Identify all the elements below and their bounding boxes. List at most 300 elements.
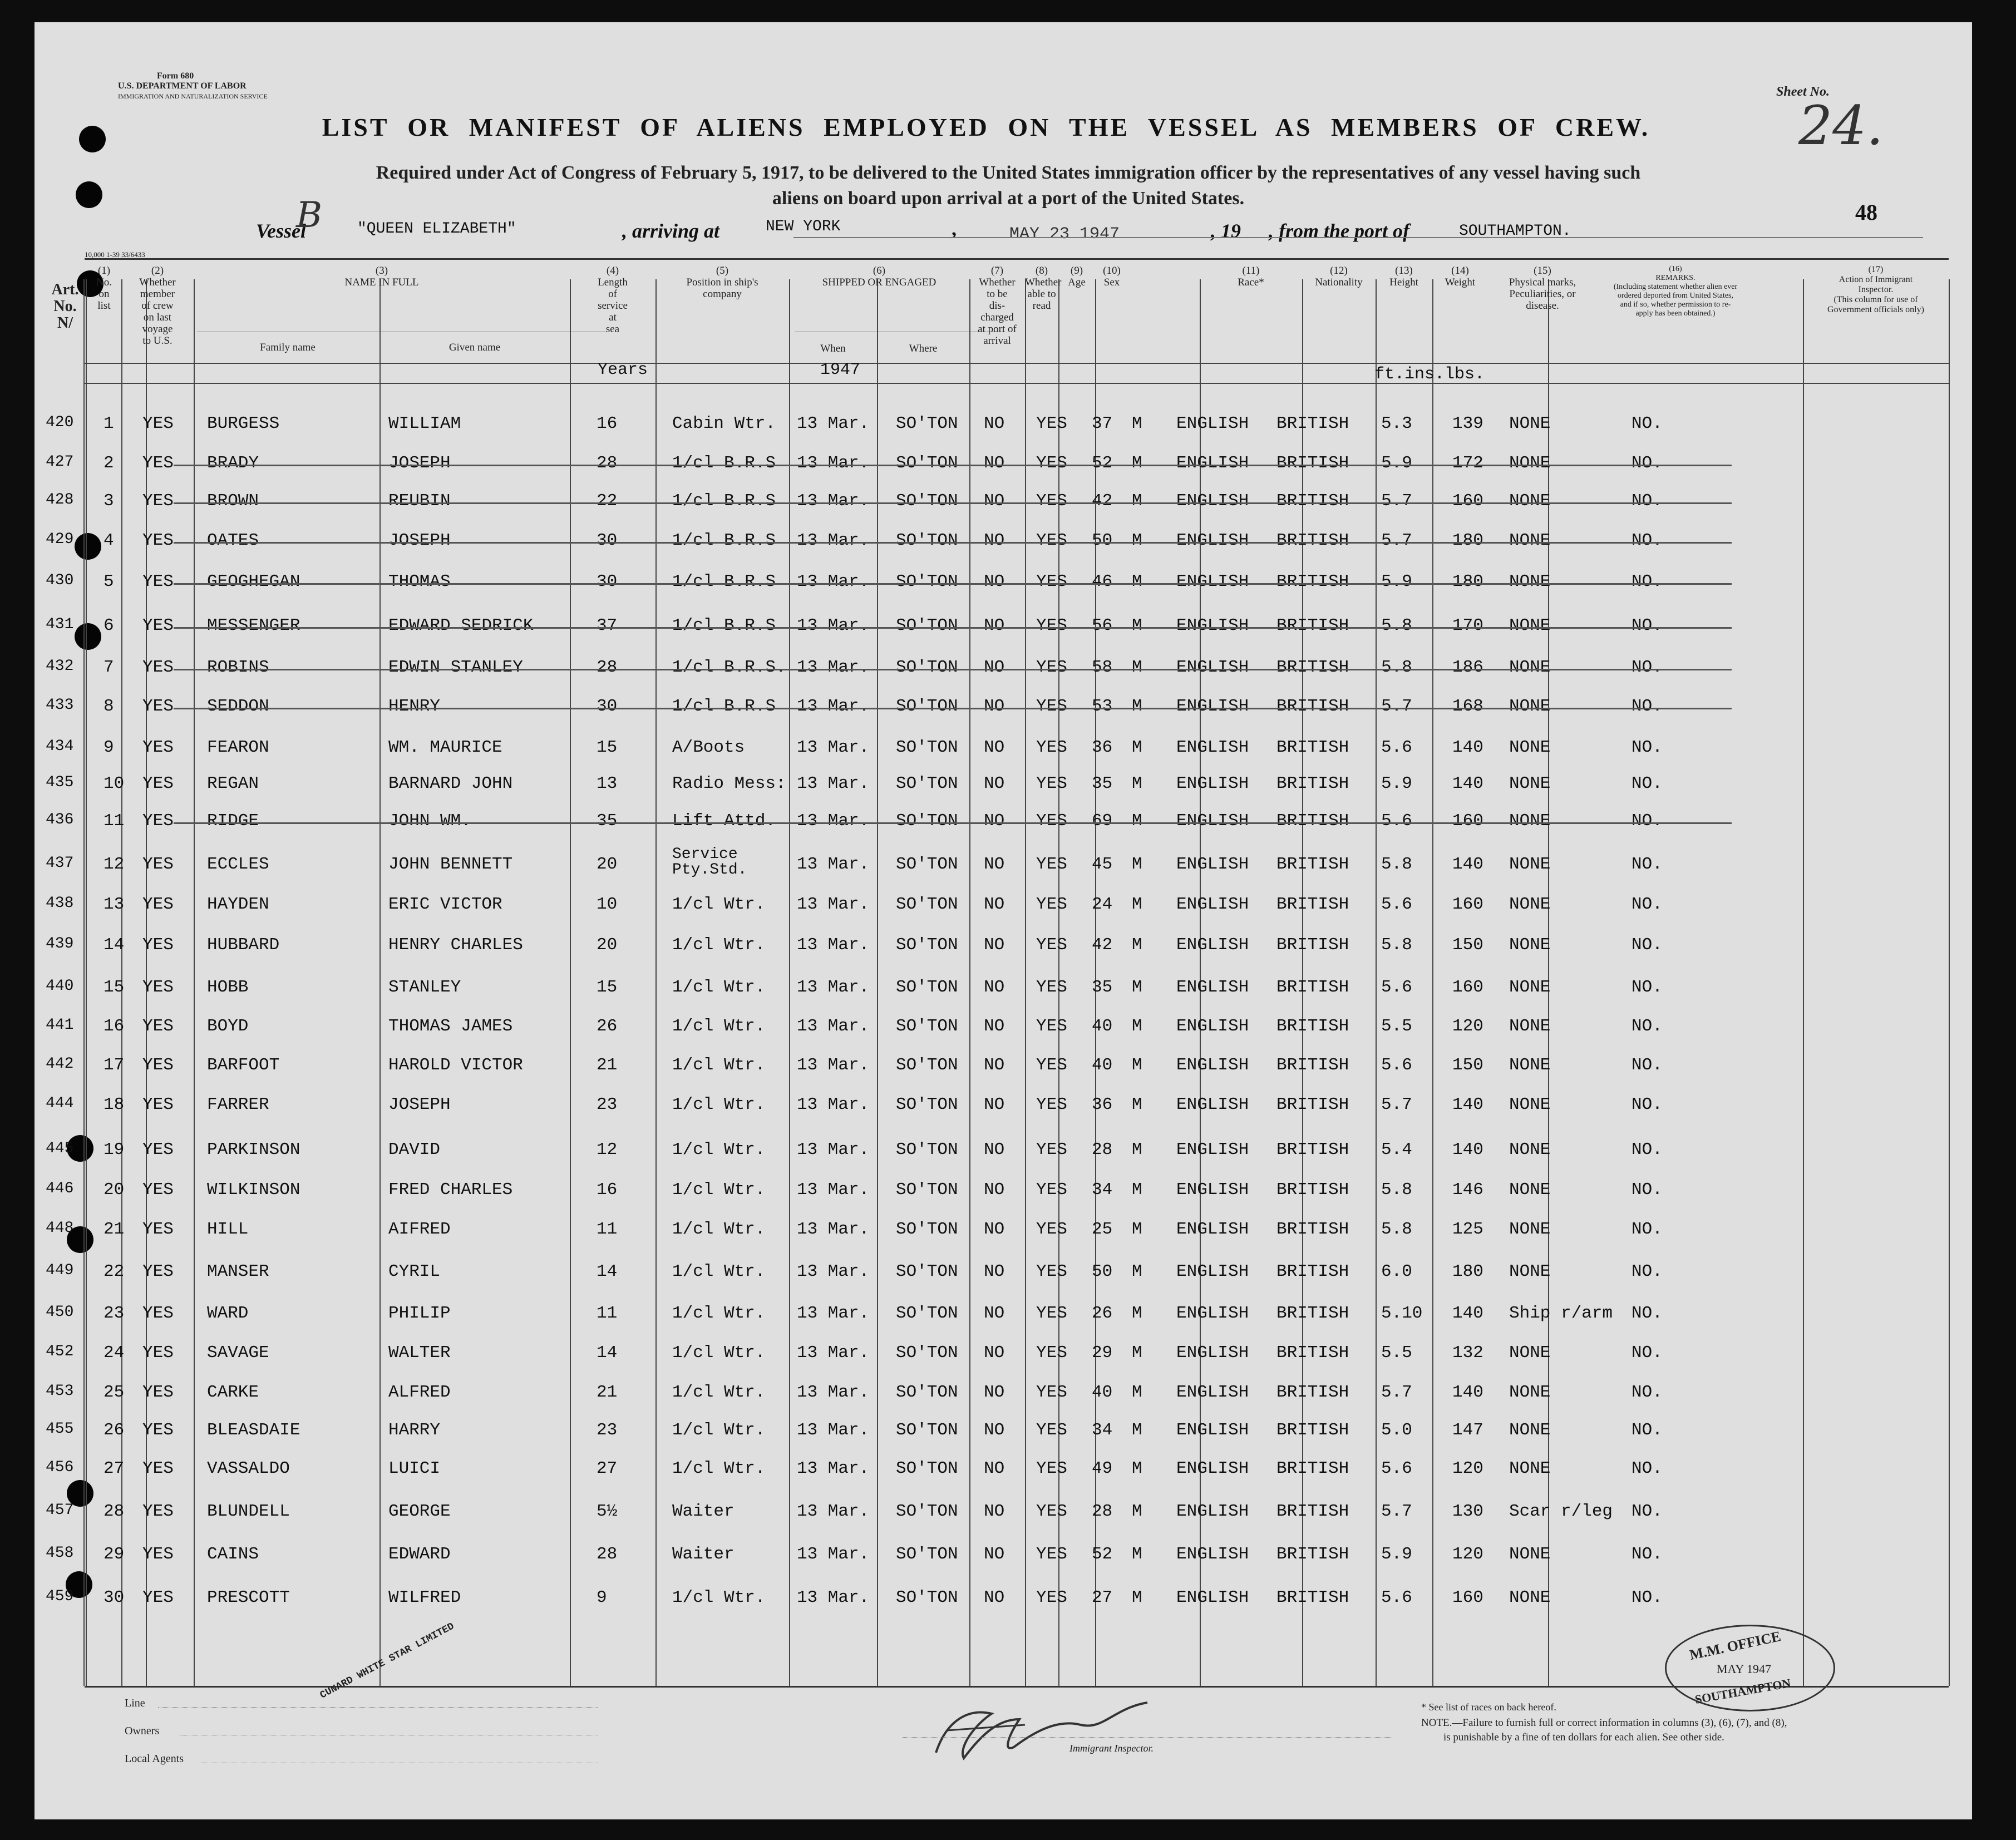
cell-age: 37 xyxy=(1092,414,1113,433)
office-stamp xyxy=(1665,1625,1835,1711)
cell-able-to-read: YES xyxy=(1036,1459,1067,1478)
cell-nationality: BRITISH xyxy=(1276,1383,1349,1402)
cell-sex: M xyxy=(1132,1343,1142,1363)
col-given-name-header: Given name xyxy=(448,342,501,353)
service: IMMIGRATION AND NATURALIZATION SERVICE xyxy=(118,92,268,100)
page-number: 48 xyxy=(1855,200,1877,225)
cell-discharge: NO xyxy=(984,1017,1005,1036)
cell-shipped-where: SO'TON xyxy=(896,453,958,473)
cell-able-to-read: YES xyxy=(1036,414,1067,433)
cell-remarks: NO. xyxy=(1631,414,1663,433)
cell-age: 29 xyxy=(1092,1343,1113,1363)
cell-art-number: 440 xyxy=(46,978,74,995)
vessel-mark: B xyxy=(296,195,323,236)
cell-height: 5.5 xyxy=(1381,1017,1412,1036)
cell-sex: M xyxy=(1132,1180,1142,1200)
cell-nationality: BRITISH xyxy=(1276,697,1349,716)
cell-art-number: 434 xyxy=(46,738,74,755)
cell-physical-marks: NONE xyxy=(1509,1180,1551,1200)
cell-given-name: CYRIL xyxy=(388,1262,441,1281)
cell-nationality: BRITISH xyxy=(1276,531,1349,550)
cell-physical-marks: NONE xyxy=(1509,738,1551,757)
cell-shipped-where: SO'TON xyxy=(896,697,958,716)
cell-remarks: NO. xyxy=(1631,738,1663,757)
cell-weight: 147 xyxy=(1452,1420,1483,1440)
cell-race: ENGLISH xyxy=(1176,414,1249,433)
cell-list-number: 15 xyxy=(103,978,125,997)
cell-nationality: BRITISH xyxy=(1276,1343,1349,1363)
cell-crew-last-voyage: YES xyxy=(142,616,174,635)
cell-crew-last-voyage: YES xyxy=(142,572,174,591)
cell-remarks: NO. xyxy=(1631,1420,1663,1440)
cell-physical-marks: NONE xyxy=(1509,1262,1551,1281)
cell-service-length: 16 xyxy=(597,1180,618,1200)
col-when-header: When xyxy=(820,343,846,354)
cell-weight: 140 xyxy=(1452,855,1483,874)
cell-remarks: NO. xyxy=(1631,1220,1663,1239)
cell-able-to-read: YES xyxy=(1036,658,1067,677)
cell-able-to-read: YES xyxy=(1036,1588,1067,1607)
cell-able-to-read: YES xyxy=(1036,1502,1067,1521)
cell-height: 5.3 xyxy=(1381,414,1412,433)
cell-height: 5.6 xyxy=(1381,895,1412,914)
cell-discharge: NO xyxy=(984,935,1005,955)
arrival-date-stamp: MAY 23 1947 xyxy=(1009,225,1120,244)
cell-family-name: MESSENGER xyxy=(207,616,300,635)
cell-discharge: NO xyxy=(984,658,1005,677)
cell-position: 1/cl Wtr. xyxy=(672,1220,766,1239)
cell-service-length: 35 xyxy=(597,811,618,831)
cell-position: Cabin Wtr. xyxy=(672,414,776,433)
cell-crew-last-voyage: YES xyxy=(142,697,174,716)
cell-art-number: 432 xyxy=(46,658,74,675)
cell-crew-last-voyage: YES xyxy=(142,738,174,757)
cell-remarks: NO. xyxy=(1631,978,1663,997)
cell-service-length: 5½ xyxy=(597,1502,618,1521)
cell-family-name: BRADY xyxy=(207,453,259,473)
cell-shipped-when: 13 Mar. xyxy=(797,1502,870,1521)
cell-able-to-read: YES xyxy=(1036,1220,1067,1239)
cell-age: 50 xyxy=(1092,531,1113,550)
cell-list-number: 6 xyxy=(103,616,114,635)
cell-age: 52 xyxy=(1092,453,1113,473)
cell-family-name: ECCLES xyxy=(207,855,269,874)
cell-age: 46 xyxy=(1092,572,1113,591)
col-family-name-header: Family name xyxy=(260,342,316,353)
cell-crew-last-voyage: YES xyxy=(142,1459,174,1478)
cell-height: 5.7 xyxy=(1381,1383,1412,1402)
cell-weight: 180 xyxy=(1452,572,1483,591)
cell-shipped-where: SO'TON xyxy=(896,811,958,831)
cell-discharge: NO xyxy=(984,1262,1005,1281)
cell-sex: M xyxy=(1132,895,1142,914)
cell-remarks: NO. xyxy=(1631,453,1663,473)
cell-nationality: BRITISH xyxy=(1276,978,1349,997)
sheet-label: Sheet No. xyxy=(1776,85,1830,99)
cell-discharge: NO xyxy=(984,1545,1005,1564)
cell-list-number: 27 xyxy=(103,1459,125,1478)
cell-service-length: 26 xyxy=(597,1017,618,1036)
cell-shipped-when: 13 Mar. xyxy=(797,1545,870,1564)
cell-service-length: 9 xyxy=(597,1588,607,1607)
cell-nationality: BRITISH xyxy=(1276,616,1349,635)
cell-family-name: PRESCOTT xyxy=(207,1588,290,1607)
cell-list-number: 4 xyxy=(103,531,114,550)
cell-crew-last-voyage: YES xyxy=(142,1545,174,1564)
cell-sex: M xyxy=(1132,1304,1142,1323)
cell-shipped-where: SO'TON xyxy=(896,1140,958,1160)
cell-family-name: BLEASDAIE xyxy=(207,1420,300,1440)
cell-remarks: NO. xyxy=(1631,1383,1663,1402)
cell-shipped-where: SO'TON xyxy=(896,1420,958,1440)
shipped-year: 1947 xyxy=(820,361,861,379)
cell-service-length: 30 xyxy=(597,531,618,550)
cell-race: ENGLISH xyxy=(1176,1545,1249,1564)
cell-race: ENGLISH xyxy=(1176,697,1249,716)
cell-art-number: 450 xyxy=(46,1304,74,1321)
cell-height: 5.7 xyxy=(1381,531,1412,550)
cell-family-name: VASSALDO xyxy=(207,1459,290,1478)
cell-list-number: 12 xyxy=(103,855,125,874)
col-where-header: Where xyxy=(909,343,938,354)
cell-race: ENGLISH xyxy=(1176,1383,1249,1402)
cell-shipped-where: SO'TON xyxy=(896,572,958,591)
owners-label: Owners xyxy=(125,1725,160,1737)
cell-art-number: 439 xyxy=(46,935,74,953)
cell-remarks: NO. xyxy=(1631,697,1663,716)
col-height-header: (13) Height xyxy=(1389,265,1418,288)
cell-physical-marks: NONE xyxy=(1509,1017,1551,1036)
note-line-2: is punishable by a fine of ten dollars for each alien. See other side. xyxy=(1443,1732,1724,1743)
cell-able-to-read: YES xyxy=(1036,1055,1067,1075)
cell-sex: M xyxy=(1132,1055,1142,1075)
col-sex-header: (10) Sex xyxy=(1103,265,1121,288)
cell-race: ENGLISH xyxy=(1176,1095,1249,1114)
cell-crew-last-voyage: YES xyxy=(142,1140,174,1160)
cell-able-to-read: YES xyxy=(1036,1017,1067,1036)
cell-physical-marks: NONE xyxy=(1509,1095,1551,1114)
cell-discharge: NO xyxy=(984,855,1005,874)
col-weight-header: (14) Weight xyxy=(1445,265,1476,288)
cell-race: ENGLISH xyxy=(1176,1588,1249,1607)
cell-discharge: NO xyxy=(984,1220,1005,1239)
cell-physical-marks: NONE xyxy=(1509,414,1551,433)
cell-discharge: NO xyxy=(984,616,1005,635)
cell-family-name: WILKINSON xyxy=(207,1180,300,1200)
cell-family-name: CARKE xyxy=(207,1383,259,1402)
cell-art-number: 446 xyxy=(46,1180,74,1197)
cell-family-name: OATES xyxy=(207,531,259,550)
cell-age: 42 xyxy=(1092,935,1113,955)
cell-remarks: NO. xyxy=(1631,491,1663,511)
cell-shipped-when: 13 Mar. xyxy=(797,1220,870,1239)
cell-service-length: 27 xyxy=(597,1459,618,1478)
cell-able-to-read: YES xyxy=(1036,1140,1067,1160)
cell-sex: M xyxy=(1132,658,1142,677)
col-physical-marks-header: (15) Physical marks, Peculiarities, or disease. xyxy=(1509,265,1576,312)
cell-art-number: 427 xyxy=(46,453,74,471)
cell-shipped-when: 13 Mar. xyxy=(797,895,870,914)
cell-remarks: NO. xyxy=(1631,1095,1663,1114)
cell-weight: 172 xyxy=(1452,453,1483,473)
cell-art-number: 444 xyxy=(46,1095,74,1112)
vessel-label: Vessel xyxy=(256,220,306,242)
cell-shipped-when: 13 Mar. xyxy=(797,855,870,874)
cell-sex: M xyxy=(1132,978,1142,997)
page-title: LIST OR MANIFEST OF ALIENS EMPLOYED ON THE VESSEL AS MEMBERS OF CREW. xyxy=(322,113,1650,141)
note-line-1: NOTE.—Failure to furnish full or correct information in columns (3), (6), (7), and (8), xyxy=(1421,1717,1787,1729)
punch-hole xyxy=(75,533,101,560)
col-nationality-header: (12) Nationality xyxy=(1315,265,1363,288)
cell-given-name: HARRY xyxy=(388,1420,441,1440)
cell-height: 5.7 xyxy=(1381,1502,1412,1521)
cell-discharge: NO xyxy=(984,414,1005,433)
vessel-name: "QUEEN ELIZABETH" xyxy=(357,220,516,238)
cell-race: ENGLISH xyxy=(1176,738,1249,757)
cell-position: 1/cl Wtr. xyxy=(672,1055,766,1075)
cell-shipped-when: 13 Mar. xyxy=(797,531,870,550)
cell-shipped-where: SO'TON xyxy=(896,1262,958,1281)
cell-sex: M xyxy=(1132,1140,1142,1160)
cell-weight: 160 xyxy=(1452,1588,1483,1607)
cell-given-name: WM. MAURICE xyxy=(388,738,502,757)
cell-art-number: 458 xyxy=(46,1545,74,1562)
cell-crew-last-voyage: YES xyxy=(142,1262,174,1281)
col-age-header: (9) Age xyxy=(1068,265,1086,288)
cell-remarks: NO. xyxy=(1631,1140,1663,1160)
cell-age: 34 xyxy=(1092,1180,1113,1200)
cell-position: 1/cl Wtr. xyxy=(672,1095,766,1114)
cell-discharge: NO xyxy=(984,1140,1005,1160)
cell-weight: 160 xyxy=(1452,895,1483,914)
inspector-signature xyxy=(914,1686,1192,1775)
cell-nationality: BRITISH xyxy=(1276,895,1349,914)
cell-height: 5.6 xyxy=(1381,738,1412,757)
cell-list-number: 24 xyxy=(103,1343,125,1363)
cell-position: 1/cl Wtr. xyxy=(672,1588,766,1607)
cell-shipped-when: 13 Mar. xyxy=(797,1588,870,1607)
cell-able-to-read: YES xyxy=(1036,572,1067,591)
cell-crew-last-voyage: YES xyxy=(142,491,174,511)
cell-service-length: 20 xyxy=(597,935,618,955)
cell-art-number: 449 xyxy=(46,1262,74,1279)
cell-family-name: BOYD xyxy=(207,1017,249,1036)
cell-physical-marks: NONE xyxy=(1509,572,1551,591)
cell-discharge: NO xyxy=(984,491,1005,511)
cell-list-number: 9 xyxy=(103,738,114,757)
cell-given-name: EDWARD SEDRICK xyxy=(388,616,534,635)
cell-discharge: NO xyxy=(984,738,1005,757)
cell-race: ENGLISH xyxy=(1176,1502,1249,1521)
cell-weight: 160 xyxy=(1452,491,1483,511)
cell-shipped-when: 13 Mar. xyxy=(797,1017,870,1036)
cell-given-name: WALTER xyxy=(388,1343,451,1363)
cell-shipped-when: 13 Mar. xyxy=(797,1304,870,1323)
cell-race: ENGLISH xyxy=(1176,1304,1249,1323)
cell-able-to-read: YES xyxy=(1036,1545,1067,1564)
cell-family-name: SEDDON xyxy=(207,697,269,716)
cell-given-name: EDWIN STANLEY xyxy=(388,658,523,677)
cell-given-name: HAROLD VICTOR xyxy=(388,1055,523,1075)
cell-service-length: 15 xyxy=(597,738,618,757)
cell-shipped-where: SO'TON xyxy=(896,935,958,955)
cell-remarks: NO. xyxy=(1631,1588,1663,1607)
cell-remarks: NO. xyxy=(1631,1459,1663,1478)
cell-race: ENGLISH xyxy=(1176,1262,1249,1281)
cell-discharge: NO xyxy=(984,1095,1005,1114)
cell-list-number: 3 xyxy=(103,491,114,511)
cell-family-name: MANSER xyxy=(207,1262,269,1281)
cell-crew-last-voyage: YES xyxy=(142,453,174,473)
cell-weight: 186 xyxy=(1452,658,1483,677)
cell-list-number: 22 xyxy=(103,1262,125,1281)
cell-weight: 139 xyxy=(1452,414,1483,433)
cell-list-number: 17 xyxy=(103,1055,125,1075)
cell-service-length: 22 xyxy=(597,491,618,511)
cell-service-length: 37 xyxy=(597,616,618,635)
cell-physical-marks: NONE xyxy=(1509,531,1551,550)
cell-shipped-when: 13 Mar. xyxy=(797,658,870,677)
cell-art-number: 455 xyxy=(46,1420,74,1438)
cell-age: 45 xyxy=(1092,855,1113,874)
cell-age: 27 xyxy=(1092,1588,1113,1607)
cell-physical-marks: NONE xyxy=(1509,774,1551,793)
department: U.S. DEPARTMENT OF LABOR xyxy=(118,81,247,91)
cell-race: ENGLISH xyxy=(1176,616,1249,635)
cell-shipped-where: SO'TON xyxy=(896,1383,958,1402)
cell-weight: 150 xyxy=(1452,935,1483,955)
cell-able-to-read: YES xyxy=(1036,1304,1067,1323)
cell-discharge: NO xyxy=(984,1343,1005,1363)
cell-age: 69 xyxy=(1092,811,1113,831)
cell-crew-last-voyage: YES xyxy=(142,1017,174,1036)
cell-weight: 132 xyxy=(1452,1343,1483,1363)
cell-physical-marks: NONE xyxy=(1509,1588,1551,1607)
immigrant-inspector-label: Immigrant Inspector. xyxy=(1069,1743,1154,1754)
cell-given-name: BARNARD JOHN xyxy=(388,774,513,793)
cell-shipped-where: SO'TON xyxy=(896,855,958,874)
cell-crew-last-voyage: YES xyxy=(142,658,174,677)
cell-shipped-where: SO'TON xyxy=(896,1588,958,1607)
cell-shipped-when: 13 Mar. xyxy=(797,738,870,757)
cell-able-to-read: YES xyxy=(1036,1095,1067,1114)
cell-discharge: NO xyxy=(984,1304,1005,1323)
cell-height: 5.10 xyxy=(1381,1304,1423,1323)
cell-crew-last-voyage: YES xyxy=(142,414,174,433)
cell-service-length: 23 xyxy=(597,1095,618,1114)
years-unit: Years xyxy=(598,361,648,379)
cell-race: ENGLISH xyxy=(1176,1180,1249,1200)
arriving-port: NEW YORK xyxy=(766,218,841,235)
cell-service-length: 12 xyxy=(597,1140,618,1160)
cell-art-number: 441 xyxy=(46,1017,74,1034)
cell-age: 34 xyxy=(1092,1420,1113,1440)
cell-position: 1/cl B.R.S xyxy=(672,697,776,716)
cell-list-number: 10 xyxy=(103,774,125,793)
cell-nationality: BRITISH xyxy=(1276,1459,1349,1478)
cell-age: 49 xyxy=(1092,1459,1113,1478)
cell-art-number: 445 xyxy=(46,1140,74,1157)
cell-list-number: 28 xyxy=(103,1502,125,1521)
cell-race: ENGLISH xyxy=(1176,895,1249,914)
cell-shipped-where: SO'TON xyxy=(896,531,958,550)
cell-race: ENGLISH xyxy=(1176,978,1249,997)
cell-shipped-when: 13 Mar. xyxy=(797,1095,870,1114)
cell-discharge: NO xyxy=(984,531,1005,550)
cell-shipped-where: SO'TON xyxy=(896,658,958,677)
cell-height: 5.6 xyxy=(1381,811,1412,831)
cell-remarks: NO. xyxy=(1631,935,1663,955)
cell-able-to-read: YES xyxy=(1036,1343,1067,1363)
cell-family-name: WARD xyxy=(207,1304,249,1323)
cell-height: 5.6 xyxy=(1381,978,1412,997)
cell-able-to-read: YES xyxy=(1036,697,1067,716)
cell-nationality: BRITISH xyxy=(1276,1140,1349,1160)
cell-weight: 160 xyxy=(1452,811,1483,831)
cell-physical-marks: NONE xyxy=(1509,658,1551,677)
cell-age: 28 xyxy=(1092,1502,1113,1521)
strike-through-line xyxy=(174,502,1732,504)
cell-shipped-where: SO'TON xyxy=(896,1545,958,1564)
cell-nationality: BRITISH xyxy=(1276,1262,1349,1281)
cell-list-number: 19 xyxy=(103,1140,125,1160)
cell-race: ENGLISH xyxy=(1176,1420,1249,1440)
cell-age: 24 xyxy=(1092,895,1113,914)
cell-physical-marks: NONE xyxy=(1509,697,1551,716)
cell-remarks: NO. xyxy=(1631,531,1663,550)
cell-physical-marks: NONE xyxy=(1509,855,1551,874)
cell-physical-marks: NONE xyxy=(1509,895,1551,914)
cell-physical-marks: NONE xyxy=(1509,616,1551,635)
cell-able-to-read: YES xyxy=(1036,531,1067,550)
cell-art-number: 459 xyxy=(46,1588,74,1605)
cell-service-length: 14 xyxy=(597,1262,618,1281)
cell-family-name: PARKINSON xyxy=(207,1140,300,1160)
cell-nationality: BRITISH xyxy=(1276,1220,1349,1239)
cell-remarks: NO. xyxy=(1631,1017,1663,1036)
cell-discharge: NO xyxy=(984,453,1005,473)
cell-given-name: THOMAS xyxy=(388,572,451,591)
from-label: , from the port of xyxy=(1269,220,1410,242)
cell-height: 5.8 xyxy=(1381,658,1412,677)
cell-height: 5.6 xyxy=(1381,1459,1412,1478)
cell-nationality: BRITISH xyxy=(1276,453,1349,473)
cell-able-to-read: YES xyxy=(1036,616,1067,635)
cell-height: 5.6 xyxy=(1381,1055,1412,1075)
cell-shipped-where: SO'TON xyxy=(896,1180,958,1200)
cell-height: 5.5 xyxy=(1381,1343,1412,1363)
cell-weight: 146 xyxy=(1452,1180,1483,1200)
cell-physical-marks: NONE xyxy=(1509,1545,1551,1564)
cell-shipped-when: 13 Mar. xyxy=(797,1180,870,1200)
stamp-date-text: MAY 1947 xyxy=(1717,1662,1772,1676)
cell-service-length: 28 xyxy=(597,453,618,473)
cell-sex: M xyxy=(1132,774,1142,793)
cell-physical-marks: NONE xyxy=(1509,811,1551,831)
cell-shipped-when: 13 Mar. xyxy=(797,1262,870,1281)
cell-shipped-when: 13 Mar. xyxy=(797,1140,870,1160)
cell-service-length: 23 xyxy=(597,1420,618,1440)
cell-family-name: RIDGE xyxy=(207,811,259,831)
cell-shipped-where: SO'TON xyxy=(896,774,958,793)
cell-age: 26 xyxy=(1092,1304,1113,1323)
cell-remarks: NO. xyxy=(1631,616,1663,635)
cell-physical-marks: NONE xyxy=(1509,935,1551,955)
cell-physical-marks: NONE xyxy=(1509,1220,1551,1239)
cell-shipped-where: SO'TON xyxy=(896,414,958,433)
cell-sex: M xyxy=(1132,1545,1142,1564)
cell-sex: M xyxy=(1132,1502,1142,1521)
